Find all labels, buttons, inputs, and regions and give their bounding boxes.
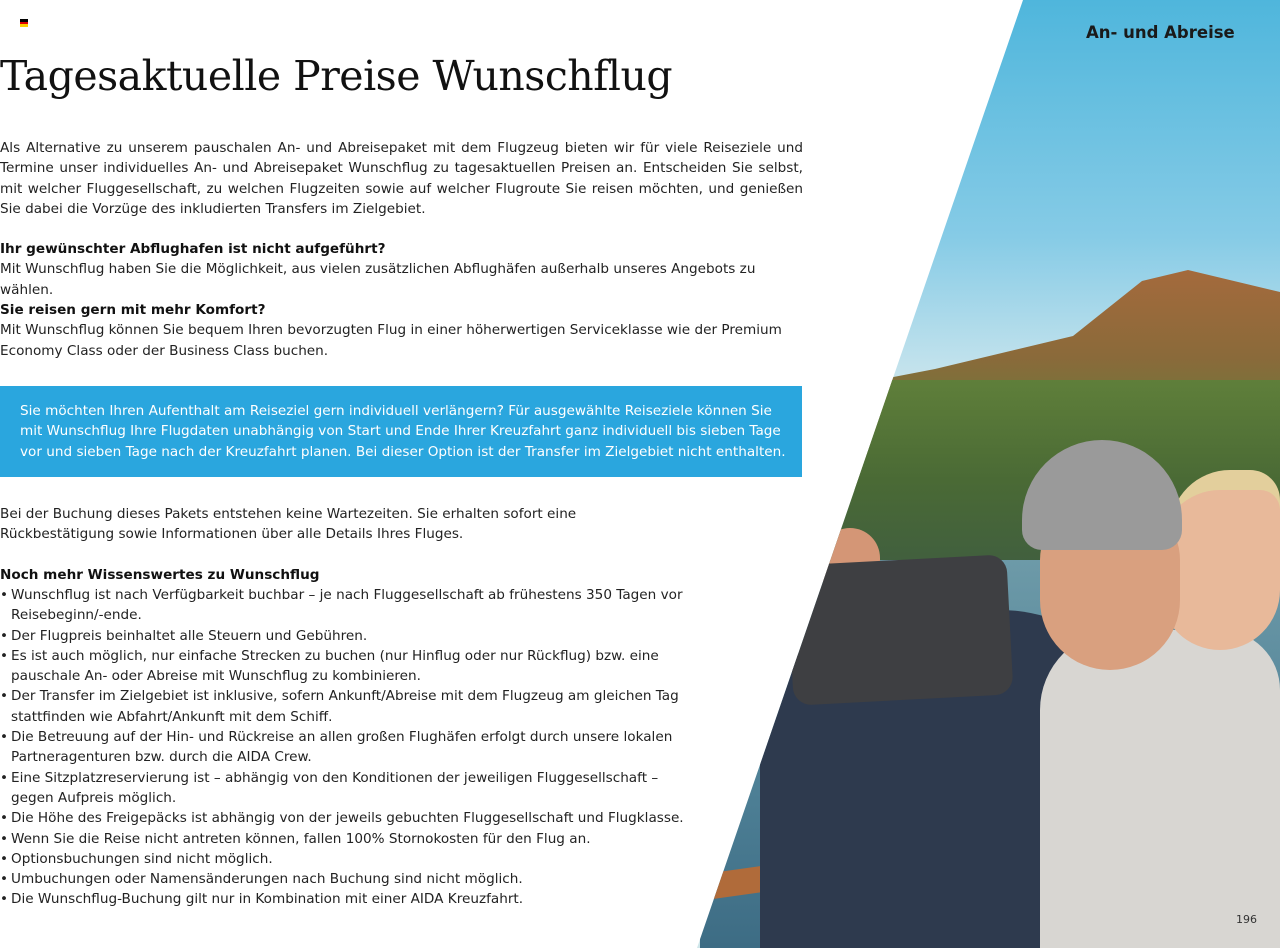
list-item: • Die Betreuung auf der Hin- und Rückreise an allen großen Flughäfen erfolgt durch unsere lokalen Partneragenturen bzw. durch die AIDA Crew. (0, 727, 690, 768)
faq-question: Sie reisen gern mit mehr Komfort? (0, 302, 266, 318)
faq-question: Ihr gewünschter Abflughafen ist nicht aufgeführt? (0, 241, 386, 257)
list-item: • Die Wunschflug-Buchung gilt nur in Kombination mit einer AIDA Kreuzfahrt. (0, 889, 690, 909)
more-info-heading: Noch mehr Wissenswertes zu Wunschflug (0, 567, 320, 583)
list-item: • Der Transfer im Zielgebiet ist inklusive, sofern Ankunft/Abreise mit dem Flugzeug am gleichen Tag stattfinden wie Abfahrt/Ankunft mit dem Schiff. (0, 686, 690, 727)
list-item: • Optionsbuchungen sind nicht möglich. (0, 849, 690, 869)
list-item: • Umbuchungen oder Namensänderungen nach Buchung sind nicht möglich. (0, 869, 690, 889)
faq-answer: Mit Wunschflug können Sie bequem Ihren bevorzugten Flug in einer höherwertigen Serviceklasse wie der Premium Economy Class oder der Business Class buchen. (0, 322, 782, 359)
section-label: An- und Abreise (1086, 23, 1235, 42)
language-flag-icon[interactable] (20, 19, 28, 27)
list-item: • Wunschflug ist nach Verfügbarkeit buchbar – je nach Fluggesellschaft ab frühestens 350 Tagen vor Reisebeginn/-ende. (0, 585, 690, 626)
list-item: • Der Flugpreis beinhaltet alle Steuern und Gebühren. (0, 626, 690, 646)
highlight-text: Sie möchten Ihren Aufenthalt am Reiseziel gern individuell verlängern? Für ausgewählte Reiseziele können Sie mit Wunschflug Ihre Flugdaten unabhängig von Start und Ende Ihrer Kreuzfahrt ganz individuell bis sieben Tage vor und sieben Tage nach der Kreuzfahrt planen. Bei dieser Option ist der Transfer im Zielgebiet nicht enthalten. (20, 403, 786, 460)
list-item: • Wenn Sie die Reise nicht antreten können, fallen 100% Stornokosten für den Flug an. (0, 829, 690, 849)
intro-paragraph: Als Alternative zu unserem pauschalen An- und Abreisepaket mit dem Flugzeug bieten wir für viele Reiseziele und Termine unser individuelles An- und Abreisepaket Wunschflug zu tagesaktuellen Preisen an. Entscheiden Sie selbst, mit welcher Fluggesellschaft, zu welchen Flugzeiten sowie auf welcher Flugroute Sie reisen möchten, und genießen Sie dabei die Vorzüge des inkludierten Transfers im Zielgebiet. (0, 140, 803, 217)
faq-item-abflughafen (0, 239, 803, 300)
booking-paragraph: Bei der Buchung dieses Pakets entstehen keine Wartezeiten. Sie erhalten sofort eine Rückbestätigung sowie Informationen über alle Details Ihres Fluges. (0, 506, 577, 543)
flag-stripe-3 (20, 24, 28, 27)
list-item: • Die Höhe des Freigepäcks ist abhängig von der jeweils gebuchten Fluggesellschaft und Flugklasse. (0, 808, 690, 828)
photo-smartphone (786, 554, 1013, 705)
more-info-list (0, 585, 690, 910)
page-number: 196 (1236, 913, 1257, 926)
list-item: • Es ist auch möglich, nur einfache Strecken zu buchen (nur Hinflug oder nur Rückflug) bzw. eine pauschale An- oder Abreise mit Wunschflug zu kombinieren. (0, 646, 690, 687)
faq-item-komfort (0, 300, 803, 361)
list-item: • Eine Sitzplatzreservierung ist – abhängig von den Konditionen der jeweiligen Fluggesellschaft – gegen Aufpreis möglich. (0, 768, 690, 809)
photo-woman-scarf (1040, 630, 1280, 948)
faq-answer: Mit Wunschflug haben Sie die Möglichkeit, aus vielen zusätzlichen Abflughäfen außerhalb unseres Angebots zu wählen. (0, 261, 756, 298)
page-title: Tagesaktuelle Preise Wunschflug (0, 52, 673, 100)
